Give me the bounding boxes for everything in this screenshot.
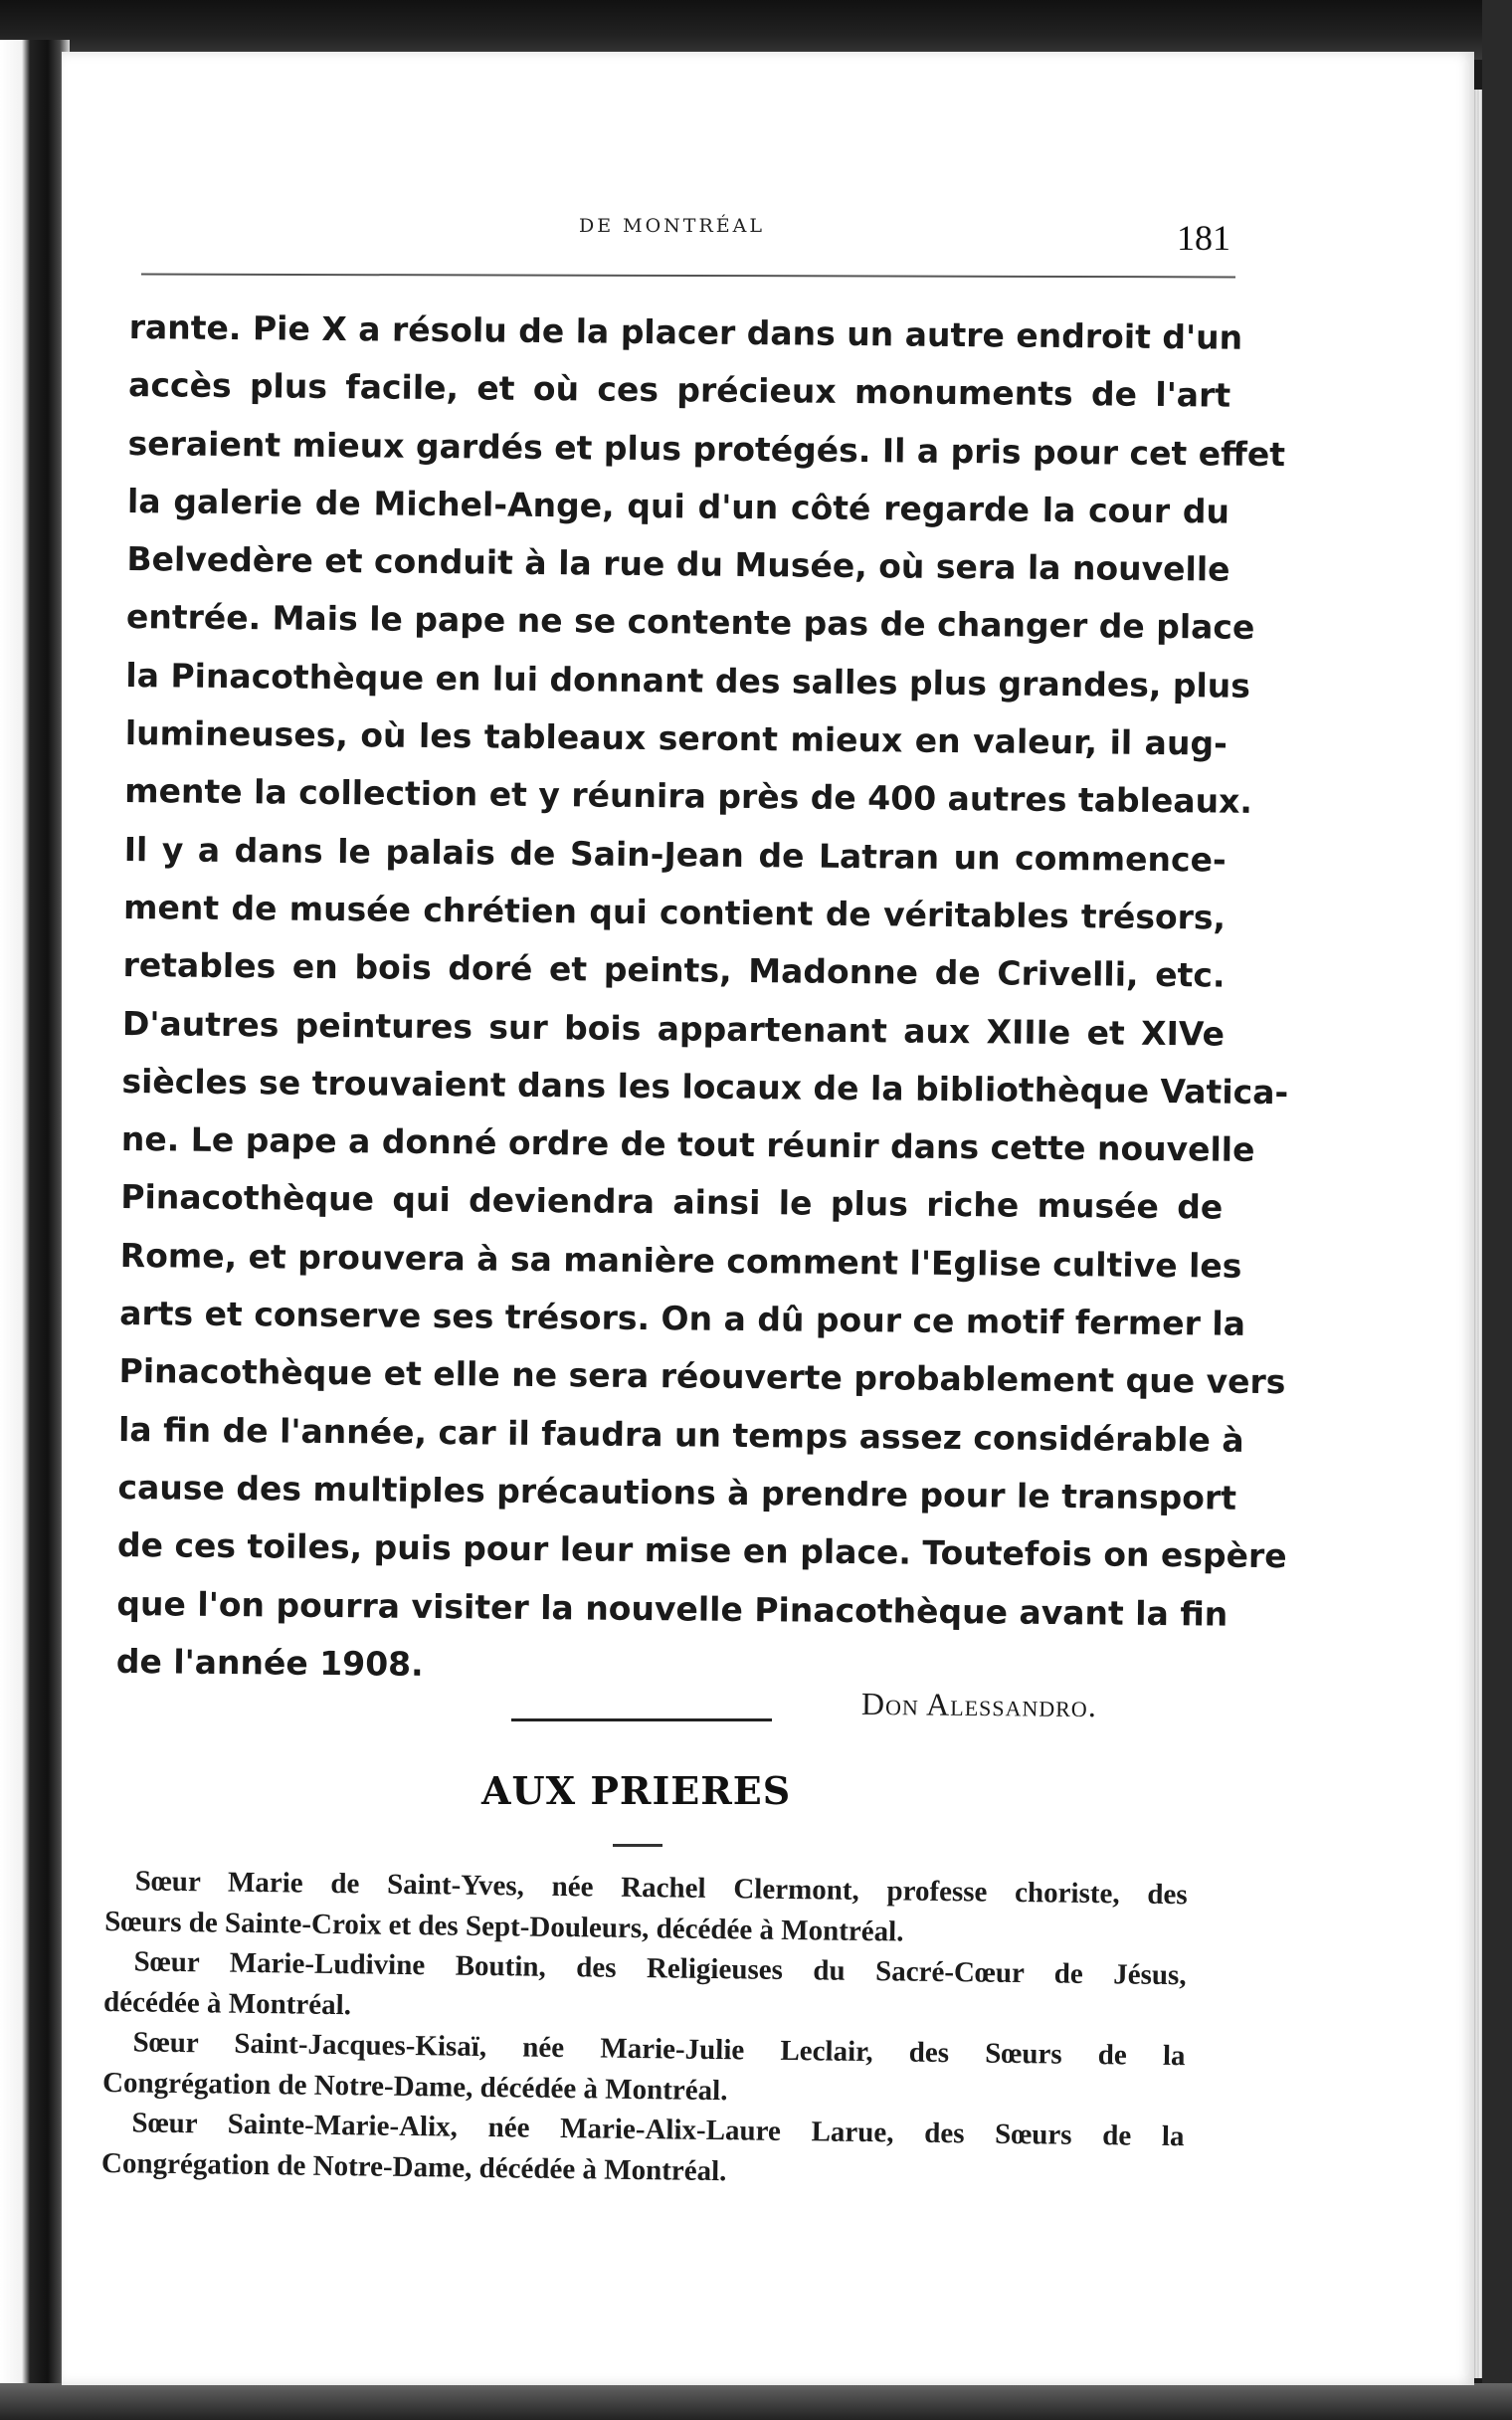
notice-line: Sœur Sainte-Marie-Alix, née Marie-Alix-Laure Larue, des Sœurs de la — [131, 2107, 1185, 2153]
article-line: la fin de l'année, car il faudra un temps assez considérable à — [117, 1409, 1244, 1460]
scan-dark-border-bottom — [0, 2383, 1512, 2420]
prayer-notices — [101, 1861, 1188, 2197]
article-line: la Pinacothèque en lui donnant des salles plus grandes, plus — [125, 655, 1251, 706]
article-line: rante. Pie X a résolu de la placer dans un autre endroit d'un — [128, 306, 1243, 357]
article-body — [115, 299, 1289, 1702]
article-line: entrée. Mais le pape ne se contente pas de changer de place — [125, 597, 1255, 648]
scan-binding-left — [0, 40, 70, 2420]
article-line: ne. Le pape a donné ordre de tout réunir dans cette nouvelle — [120, 1119, 1255, 1170]
notice-line: Sœur Saint-Jacques-Kisaï, née Marie-Julie Leclair, des Sœurs de la — [132, 2026, 1186, 2073]
section-title: AUX PRIERES — [481, 1768, 792, 1813]
notice-line: Sœur Marie-Ludivine Boutin, des Religieuses du Sacré-Cœur de Jésus, — [133, 1945, 1187, 1992]
article-line: lumineuses, où les tableaux seront mieux en valeur, il aug- — [124, 713, 1228, 763]
notice-line: Congrégation de Notre-Dame, décédée à Montréal. — [100, 2146, 727, 2187]
article-line: D'autres peintures sur bois appartenant aux XIIIe et XIVe — [121, 1003, 1226, 1054]
article-line: Pinacothèque et elle ne sera réouverte probablement que vers — [118, 1351, 1286, 1402]
article-line: mente la collection et y réunira près de 400 autres tableaux. — [124, 771, 1253, 822]
scan-dark-border-right — [1482, 0, 1512, 2420]
author-signature: Don Alessandro. — [860, 1685, 1097, 1724]
scan-dark-border-top — [0, 0, 1512, 60]
article-line: Il y a dans le palais de Sain-Jean de Latran un commence- — [123, 829, 1227, 880]
article-line: cause des multiples précautions à prendre pour le transport — [117, 1467, 1237, 1517]
article-line: que l'on pourra visiter la nouvelle Pinacothèque avant la fin — [116, 1583, 1228, 1634]
article-line: retables en bois doré et peints, Madonne de Crivelli, etc. — [122, 945, 1226, 995]
article-line: arts et conserve ses trésors. On a dû pour ce motif fermer la — [119, 1294, 1246, 1343]
notice-line: Congrégation de Notre-Dame, décédée à Montréal. — [101, 2066, 728, 2107]
article-line: Pinacothèque qui deviendra ainsi le plus riche musée de — [120, 1177, 1224, 1228]
section-separator-rule — [511, 1718, 772, 1721]
page-number: 181 — [1177, 218, 1230, 258]
article-line: de l'année 1908. — [115, 1641, 424, 1684]
title-underline-rule — [613, 1844, 662, 1847]
article-line: ment de musée chrétien qui contient de véritables trésors, — [122, 887, 1227, 937]
article-line: seraient mieux gardés et plus protégés. Il a pris pour cet effet — [127, 423, 1286, 474]
article-line: Rome, et prouvera à sa manière comment l'Eglise cultive les — [119, 1235, 1242, 1286]
article-line: accès plus facile, et où ces précieux monuments de l'art — [127, 365, 1231, 415]
article-line: siècles se trouvaient dans les locaux de la bibliothèque Vatica- — [121, 1061, 1289, 1112]
article-line: de ces toiles, puis pour leur mise en place. Toutefois on espère — [116, 1525, 1287, 1576]
notice-line: Sœurs de Sainte-Croix et des Sept-Douleurs, décédée à Montréal. — [103, 1905, 904, 1948]
article-line: la galerie de Michel-Ange, qui d'un côté regarde la cour du — [126, 481, 1230, 531]
running-head: DE MONTRÉAL — [579, 215, 765, 237]
notice-line: Sœur Marie de Saint-Yves, née Rachel Clermont, professe choriste, des — [134, 1865, 1188, 1912]
notice-line: décédée à Montréal. — [102, 1985, 352, 2021]
article-line: Belvedère et conduit à la rue du Musée, où sera la nouvelle — [126, 539, 1230, 589]
